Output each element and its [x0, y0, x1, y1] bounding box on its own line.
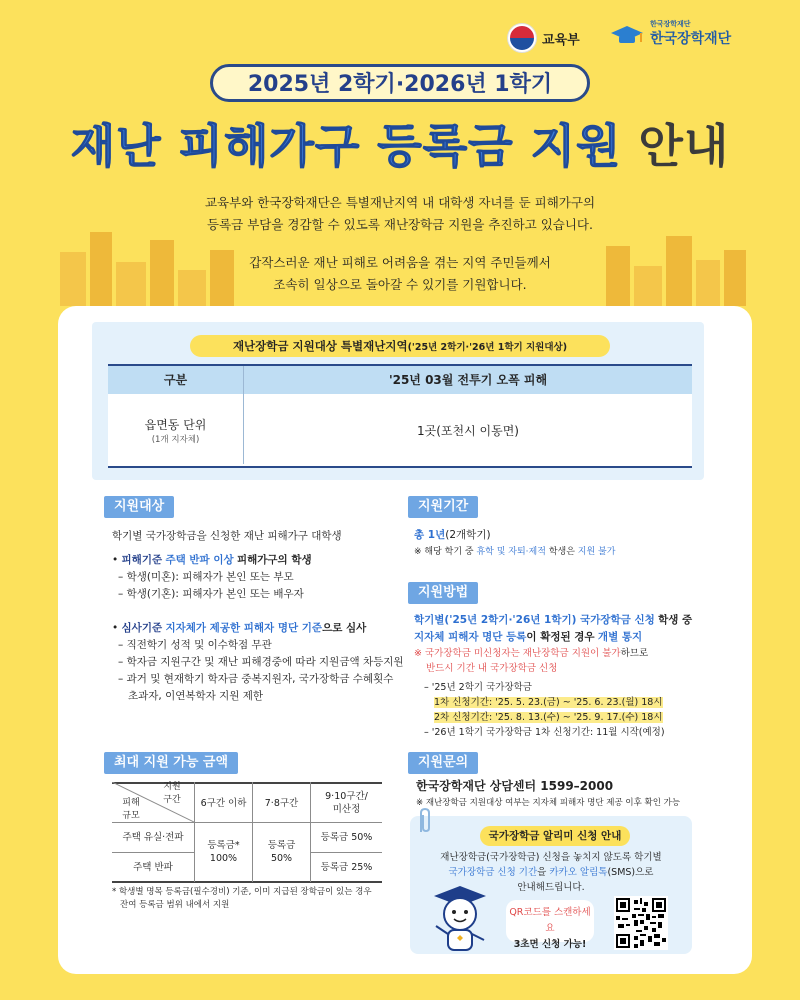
amount-table	[112, 782, 382, 882]
row-sublabel: (1개 지자체)	[151, 434, 200, 445]
corner-top-2: 구간	[163, 795, 181, 805]
section-period-heading: 지원기간	[408, 496, 478, 518]
amount-value-2b: 50%	[270, 853, 293, 864]
contact-note: ※ 재난장학금 지원대상 여부는 지자체 피해자 명단 제공 이후 확인 가능	[416, 798, 681, 808]
target-item: – 학생(미혼): 피해자가 본인 또는 부모	[118, 571, 294, 583]
mascot-icon	[428, 884, 492, 960]
alimi-title: 국가장학금 알리미 신청 안내	[480, 826, 630, 846]
amount-header-3b: 미산정	[332, 804, 361, 815]
taegeuk-icon	[508, 24, 536, 52]
method-line-1: 학기별('25년 2학기·'26년 1학기) 국가장학금 신청 학생 중	[414, 614, 693, 626]
disaster-area-title-main: 재난장학금 지원대상 특별재난지역	[232, 339, 408, 353]
amount-value-3: 등록금 50%	[320, 832, 373, 843]
table-header-category: 구분	[108, 366, 243, 394]
moe-logo	[508, 24, 580, 52]
row-label: 읍면동 단위	[144, 417, 207, 432]
paperclip-icon	[414, 806, 436, 840]
amount-value-1: 등록금*	[207, 840, 240, 851]
title-end: 안내	[638, 119, 730, 173]
alimi-text: 재난장학금(국가장학금) 신청을 놓치지 않도록 학기별 국가장학금 신청 기간을 카카오 알림톡(SMS)으로 안내해드립니다.	[440, 852, 662, 893]
qr-code-icon[interactable]	[614, 896, 668, 950]
amount-header-3: 9·10구간/	[325, 791, 368, 802]
intro-paragraph-1	[0, 192, 800, 236]
target-item: – 과거 및 현재학기 학자금 중복지원자, 국가장학금 수혜횟수	[118, 673, 394, 685]
period-note: ※ 해당 학기 중 휴학 및 자퇴·제적 학생은 지원 불가	[414, 547, 616, 557]
title-main: 재난 피해가구 등록금 지원	[70, 119, 622, 173]
intro-paragraph-2	[0, 252, 800, 296]
method-warning: ※ 국가장학금 미신청자는 재난장학금 지원이 불가하므로 반드시 기간 내 국가장학금 신청	[414, 648, 649, 674]
intro-line-3: 갑작스러운 재난 피해로 어려움을 겪는 지역 주민들께서	[249, 255, 551, 270]
amount-row-1: 주택 유실·전파	[122, 832, 184, 843]
target-item: – 학자금 지원구간 및 재난 피해경중에 따라 지원금액 차등지원	[118, 656, 404, 668]
target-item: – 직전학기 성적 및 이수학점 무관	[118, 639, 272, 651]
intro-line-4: 조속히 일상으로 돌아갈 수 있기를 기원합니다.	[273, 277, 527, 292]
table-header-event: '25년 03월 전투기 오폭 피해	[244, 366, 692, 394]
qr-bubble-line-1: QR코드를 스캔하세요	[509, 907, 591, 934]
semester-pill: 2025년 2학기·2026년 1학기	[210, 64, 590, 102]
moe-logo-text: 교육부	[542, 32, 580, 48]
method-line-2: 지자체 피해자 명단 등록이 확정된 경우 개별 통지	[414, 631, 643, 643]
target-criteria-2: • 심사기준 지자체가 제공한 피해자 명단 기준으로 심사	[112, 622, 367, 634]
disaster-area-table	[108, 364, 692, 468]
page-title	[0, 110, 800, 176]
period-text: 총 1년(2개학기)	[414, 529, 491, 541]
section-contact-heading: 지원문의	[408, 752, 478, 774]
amount-value-4: 등록금 25%	[320, 861, 373, 873]
intro-line-2: 등록금 부담을 경감할 수 있도록 재난장학금 지원을 추진하고 있습니다.	[207, 217, 593, 232]
qr-bubble-line-2: 3초면 신청 가능!	[513, 939, 587, 950]
section-amount-heading: 최대 지원 가능 금액	[104, 752, 238, 774]
intro-line-1: 교육부와 한국장학재단은 특별재난지역 내 대학생 자녀를 둔 피해가구의	[204, 195, 596, 210]
corner-bottom: 피해	[122, 798, 140, 808]
target-item: – 학생(기혼): 피해자가 본인 또는 배우자	[118, 588, 304, 600]
kosaf-small-text: 한국장학재단	[650, 20, 691, 28]
amount-value-1b: 100%	[209, 853, 238, 864]
kosaf-logo	[610, 20, 731, 48]
table-row-label	[108, 396, 243, 464]
amount-row-2: 주택 반파	[133, 861, 173, 873]
section-target-heading: 지원대상	[104, 496, 174, 518]
qr-bubble	[506, 900, 594, 950]
amount-header-2: 7·8구간	[264, 797, 299, 809]
corner-top: 지원	[163, 782, 181, 792]
target-intro: 학기별 국가장학금을 신청한 재난 피해가구 대학생	[112, 530, 342, 542]
disaster-area-title-sub: ('25년 2학기·'26년 1학기 지원대상)	[407, 342, 568, 353]
amount-note: * 학생별 명목 등록금(필수경비) 기준, 이미 지급된 장학금이 있는 경우 잔여 등록금 범위 내에서 지원	[112, 887, 372, 910]
contact-center: 한국장학재단 상담센터 1599–2000	[416, 779, 614, 793]
section-method-heading: 지원방법	[408, 582, 478, 604]
amount-value-2: 등록금	[267, 840, 296, 851]
disaster-area-title	[190, 335, 610, 357]
target-criteria-1: • 피해기준 주택 반파 이상 피해가구의 학생	[112, 554, 312, 566]
target-item: 초과자, 이연복학자 지원 제한	[128, 690, 264, 702]
graduation-cap-icon	[610, 24, 644, 44]
table-row-value: 1곳(포천시 이동면)	[417, 423, 519, 438]
method-schedule: – '25년 2학기 국가장학금 1차 신청기간: '25. 5. 23.(금) ~ '25. 6. 23.(월) 18시 2차 신청기간: '25. 8. 13.(수) ~ '25. 9. 17.(수) 18시 – '26년 1학기 국가장학금 1차 신청기간: 11월 시작(예정)	[424, 682, 665, 738]
corner-bottom-2: 규모	[122, 811, 140, 821]
kosaf-logo-text: 한국장학재단	[650, 31, 732, 47]
amount-header-1: 6구간 이하	[200, 797, 247, 809]
